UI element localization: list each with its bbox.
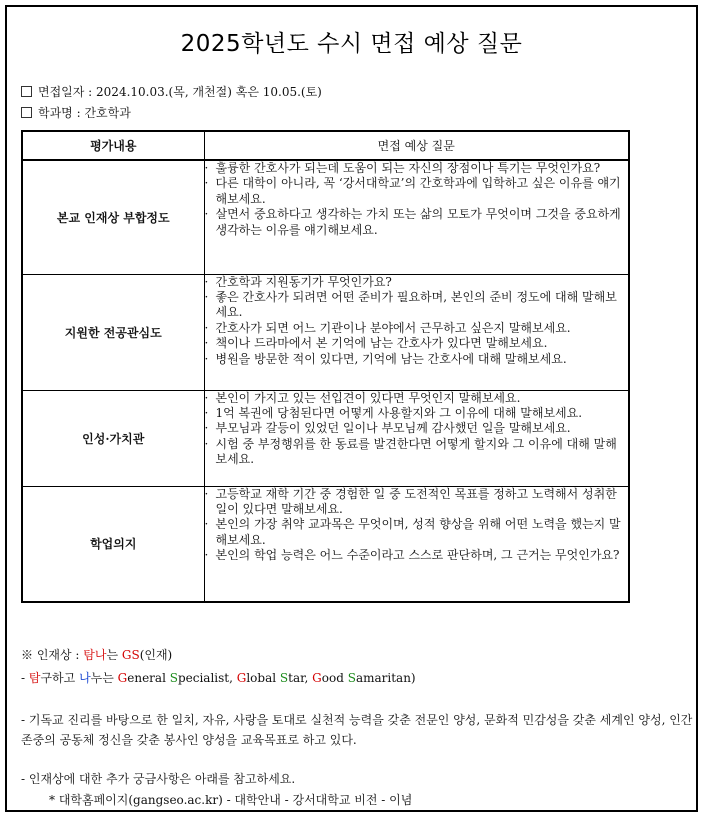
question-item xyxy=(205,421,629,436)
evaluation-category: 인성·가치관 xyxy=(22,390,204,486)
question-item xyxy=(205,437,629,468)
more-info-note: - 인재상에 대한 추가 궁금사항은 아래를 참고하세요. xyxy=(21,772,296,786)
letter-g: G xyxy=(312,671,322,685)
question-item xyxy=(205,406,629,421)
question-text: 시험 중 부정행위를 한 동료를 발견한다면 어떻게 할지와 그 이유에 대해 말해보세요. xyxy=(215,436,617,467)
talent-name: 탐나 xyxy=(83,648,107,662)
bullet-icon: · xyxy=(204,548,209,563)
evaluation-category: 본교 인재상 부합정도 xyxy=(22,160,204,274)
table-row xyxy=(22,486,629,602)
text: pecialist, xyxy=(177,671,237,685)
talent-mid: 는 xyxy=(106,648,122,662)
evaluation-category: 학업의지 xyxy=(22,486,204,602)
text: amaritan) xyxy=(355,671,416,685)
bullet-icon: · xyxy=(204,274,209,289)
question-text: 본인이 가지고 있는 선입견이 있다면 무엇인지 말해보세요. xyxy=(215,390,521,405)
department-name-text: 학과명 : 간호학과 xyxy=(38,106,131,120)
question-list xyxy=(204,390,629,486)
bullet-icon: · xyxy=(204,486,209,501)
bullet-icon: · xyxy=(204,405,209,420)
bullet-icon: · xyxy=(204,176,209,191)
text: lobal xyxy=(246,671,280,685)
question-text: 다른 대학이 아니라, 꼭 ‘강서대학교’의 간호학과에 입학하고 싶은 이유를 얘기해보세요. xyxy=(215,176,621,206)
table-row xyxy=(22,274,629,390)
question-item xyxy=(205,336,629,351)
question-text: 고등학교 재학 기간 중 경험한 일 중 도전적인 목표를 정하고 노력해서 성취한 일이 있다면 말해보세요. xyxy=(215,486,617,516)
question-text: 간호학과 지원동기가 무엇인가요? xyxy=(215,274,392,289)
question-item xyxy=(205,487,629,518)
bullet-icon: · xyxy=(204,421,209,436)
document-frame xyxy=(5,5,698,812)
text: ood xyxy=(321,671,348,685)
question-item xyxy=(205,352,629,367)
question-text: 훌륭한 간호사가 되는데 도움이 되는 자신의 장점이나 특기는 무엇인가요? xyxy=(215,161,601,175)
interview-date-text: 면접일자 : 2024.10.03.(목, 개천절) 혹은 10.05.(토) xyxy=(38,85,322,99)
talent-suffix: (인재) xyxy=(139,648,173,662)
table-row xyxy=(22,390,629,486)
text: eneral xyxy=(127,671,170,685)
question-item xyxy=(205,176,629,207)
bullet-icon: · xyxy=(204,289,209,304)
letter-na: 나 xyxy=(79,671,91,685)
question-item xyxy=(205,290,629,321)
page-title: 2025학년도 수시 면접 예상 질문 xyxy=(180,31,523,57)
bullet-icon: · xyxy=(204,207,209,222)
question-text: 부모님과 갈등이 있었던 일이나 부모님께 감사했던 일을 말해보세요. xyxy=(215,421,571,436)
question-text: 본인의 학업 능력은 어느 수준이라고 스스로 판단하며, 그 근거는 무엇인가요? xyxy=(215,548,620,563)
bullet-icon: · xyxy=(204,320,209,335)
question-item xyxy=(205,517,629,548)
question-item xyxy=(205,321,629,336)
table-header-row xyxy=(22,131,629,160)
question-text: 책이나 드라마에서 본 기억에 남는 간호사가 있다면 말해보세요. xyxy=(215,336,548,351)
question-list xyxy=(204,486,629,602)
talent-gs: GS xyxy=(121,648,140,662)
table-row xyxy=(22,160,629,274)
bullet-icon: · xyxy=(204,336,209,351)
interview-date xyxy=(21,84,322,100)
question-text: 병원을 방문한 적이 있다면, 기억에 남는 간호사에 대해 말해보세요. xyxy=(215,351,567,366)
bullet-icon: · xyxy=(204,436,209,451)
homepage-reference: * 대학홈페이지(gangseo.ac.kr) - 대학안내 - 강서대학교 비전 - 이념 xyxy=(49,793,413,807)
header-questions: 면접 예상 질문 xyxy=(204,131,629,160)
header-category: 평가내용 xyxy=(22,131,204,160)
talent-prefix: ※ 인재상 : xyxy=(21,648,84,662)
department-name xyxy=(21,105,131,121)
letter-s: S xyxy=(169,671,178,685)
question-text: 좋은 간호사가 되려면 어떤 준비가 필요하며, 본인의 준비 정도에 대해 말해보세요. xyxy=(215,289,617,320)
education-goal: - 기독교 진리를 바탕으로 한 일치, 자유, 사랑을 토대로 실천적 능력을 갖춘 전문인 양성, 문화적 민감성을 갖춘 세계인 양성, 인간존중의 공동체 정신을 갖춘 봉사인 양성을 교육목표로 하고 있다. xyxy=(21,713,693,747)
checkbox-icon xyxy=(21,86,32,97)
question-item xyxy=(205,275,629,290)
question-text: 간호사가 되면 어느 기관이나 분야에서 근무하고 싶은지 말해보세요. xyxy=(215,320,571,335)
talent-note xyxy=(21,647,172,663)
question-list xyxy=(204,160,629,274)
question-table xyxy=(21,130,630,603)
letter-g: G xyxy=(117,671,128,685)
text: tar, xyxy=(288,671,313,685)
dash: - xyxy=(21,671,29,685)
bullet-icon: · xyxy=(204,351,209,366)
question-text: 본인의 가장 취약 교과목은 무엇이며, 성적 향상을 위해 어떤 노력을 했는지 말해보세요. xyxy=(215,517,621,547)
question-item xyxy=(205,548,629,563)
bullet-icon: · xyxy=(204,517,209,532)
letter-s: S xyxy=(279,671,289,685)
talent-definition xyxy=(21,670,416,686)
text: 누는 xyxy=(90,671,118,685)
checkbox-icon xyxy=(21,107,32,118)
letter-s: S xyxy=(347,671,356,685)
evaluation-category: 지원한 전공관심도 xyxy=(22,274,204,390)
question-item xyxy=(205,207,629,238)
question-list xyxy=(204,274,629,390)
letter-tam: 탐 xyxy=(28,671,41,685)
question-item xyxy=(205,391,629,406)
question-text: 1억 복권에 당첨된다면 어떻게 사용할지와 그 이유에 대해 말해보세요. xyxy=(215,405,583,420)
question-text: 살면서 중요하다고 생각하는 가치 또는 삶의 모토가 무엇이며 그것을 중요하게 생각하는 이유를 얘기해보세요. xyxy=(215,207,621,237)
bullet-icon: · xyxy=(204,390,209,405)
bullet-icon: · xyxy=(204,161,209,175)
text: 구하고 xyxy=(40,671,80,685)
question-item xyxy=(205,161,629,176)
letter-g: G xyxy=(236,671,247,685)
